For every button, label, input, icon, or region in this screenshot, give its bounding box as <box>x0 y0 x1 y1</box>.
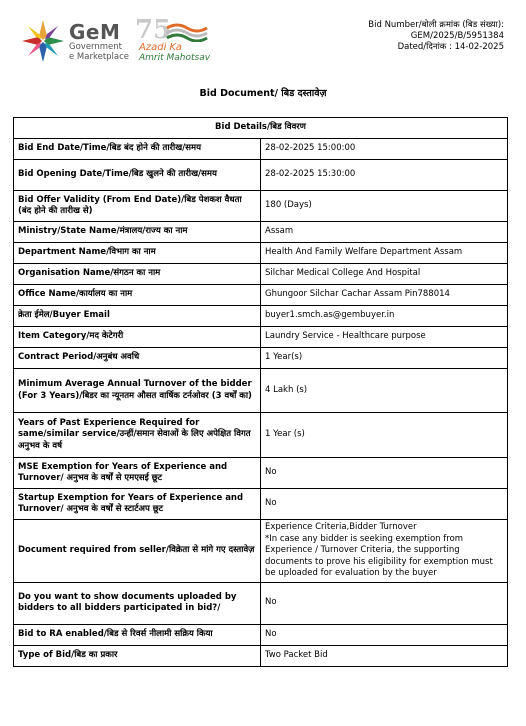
row-value: Two Packet Bid <box>261 645 508 666</box>
bid-meta <box>368 20 504 53</box>
dated-row <box>368 42 504 53</box>
table-header-row <box>14 118 508 139</box>
table-row <box>14 413 508 458</box>
table-row <box>14 160 508 191</box>
azadi-text-line1: Azadi Ka <box>139 42 182 53</box>
azadi-text-line2: Amrit Mahotsav <box>139 53 211 63</box>
row-value: No <box>261 458 508 489</box>
table-row <box>14 306 508 327</box>
row-value: Experience Criteria,Bidder Turnover *In case any bidder is seeking exemption from Experience / Turnover Criteria, the supporting documents to prove his eligibility for exemption must be uploaded for evaluation by the buyer <box>261 520 508 583</box>
row-label: Office Name/कार्यालय का नाम <box>14 285 261 306</box>
bid-details-table <box>13 117 508 667</box>
azadi-ka-amrit-mahotsav-logo <box>135 16 215 66</box>
bid-details-table-wrap <box>13 117 508 667</box>
table-row <box>14 264 508 285</box>
row-value: Silchar Medical College And Hospital <box>261 264 508 285</box>
bid-number-value: GEM/2025/B/5951384 <box>410 31 504 41</box>
dated-value: 14-02-2025 <box>454 42 504 52</box>
section-header: Bid Details/बिड विवरण <box>14 118 508 139</box>
table-row <box>14 624 508 645</box>
row-label: Bid to RA enabled/बिड से रिवर्स नीलामी सक्रिय किया <box>14 624 261 645</box>
row-value: 28-02-2025 15:30:00 <box>261 160 508 191</box>
bid-number-label: Bid Number/बोली क्रमांक (बिड संख्या): <box>368 20 504 30</box>
row-label: Item Category/मद केटेगरी <box>14 327 261 348</box>
table-row <box>14 645 508 666</box>
table-row <box>14 348 508 369</box>
table-body <box>14 139 508 667</box>
row-value: 1 Year(s) <box>261 348 508 369</box>
row-value: No <box>261 582 508 624</box>
table-row <box>14 285 508 306</box>
row-value: 4 Lakh (s) <box>261 369 508 413</box>
table-row <box>14 243 508 264</box>
row-label: Ministry/State Name/मंत्रालय/राज्य का नाम <box>14 222 261 243</box>
row-value: No <box>261 489 508 520</box>
row-label: Startup Exemption for Years of Experience and Turnover/ अनुभव के वर्षों से स्टार्टअप छूट <box>14 489 261 520</box>
row-label: Document required from seller/विक्रेता से मांगे गए दस्तावेज़ <box>14 520 261 583</box>
table-row <box>14 369 508 413</box>
gem-wordmark: GeM <box>69 20 121 44</box>
azadi-75-mark: 75 <box>135 15 172 45</box>
row-label: Bid Offer Validity (From End Date)/बिड पेशकश वैधता (बंद होने की तारीख से) <box>14 191 261 222</box>
row-label: Bid Opening Date/Time/बिड खुलने की तारीख/समय <box>14 160 261 191</box>
row-label: Years of Past Experience Required for same/similar service/उन्हीं/समान सेवाओं के लिए अपेक्षित विगत अनुभव के वर्ष <box>14 413 261 458</box>
gem-subtitle-line2: e Marketplace <box>69 52 130 62</box>
row-value: 180 (Days) <box>261 191 508 222</box>
row-label: Contract Period/अनुबंध अवधि <box>14 348 261 369</box>
gem-subtitle-line1: Government <box>69 42 123 52</box>
row-value: Laundry Service - Healthcare purpose <box>261 327 508 348</box>
table-row <box>14 582 508 624</box>
table-row <box>14 139 508 160</box>
row-label: MSE Exemption for Years of Experience and Turnover/ अनुभव के वर्षों से एमएसई छूट <box>14 458 261 489</box>
gem-logo <box>20 18 132 68</box>
document-title: Bid Document/ बिड दस्तावेज़ <box>199 88 327 99</box>
flag-wave-icon <box>165 20 209 42</box>
table-row <box>14 222 508 243</box>
table-row <box>14 520 508 583</box>
row-label: Department Name/विभाग का नाम <box>14 243 261 264</box>
page-header <box>0 0 526 80</box>
row-label: Bid End Date/Time/बिड बंद होने की तारीख/समय <box>14 139 261 160</box>
row-label: Minimum Average Annual Turnover of the bidder (For 3 Years)/बिडर का न्यूनतम औसत वार्षिक टर्नओवर (3 वर्षों का) <box>14 369 261 413</box>
table-row <box>14 489 508 520</box>
row-label: Organisation Name/संगठन का नाम <box>14 264 261 285</box>
table-row <box>14 191 508 222</box>
table-row <box>14 458 508 489</box>
row-value: 28-02-2025 15:00:00 <box>261 139 508 160</box>
row-value: Ghungoor Silchar Cachar Assam Pin788014 <box>261 285 508 306</box>
table-row <box>14 327 508 348</box>
row-label: Type of Bid/बिड का प्रकार <box>14 645 261 666</box>
row-value: 1 Year (s) <box>261 413 508 458</box>
dated-label: Dated/दिनांक : <box>397 42 452 52</box>
row-value: Assam <box>261 222 508 243</box>
row-label: Do you want to show documents uploaded by bidders to all bidders participated in bid?/ <box>14 582 261 624</box>
row-label: क्रेता ईमेल/Buyer Email <box>14 306 261 327</box>
row-value: buyer1.smch.as@gembuyer.in <box>261 306 508 327</box>
row-value: Health And Family Welfare Department Assam <box>261 243 508 264</box>
gem-star-icon <box>20 18 66 64</box>
row-value: No <box>261 624 508 645</box>
